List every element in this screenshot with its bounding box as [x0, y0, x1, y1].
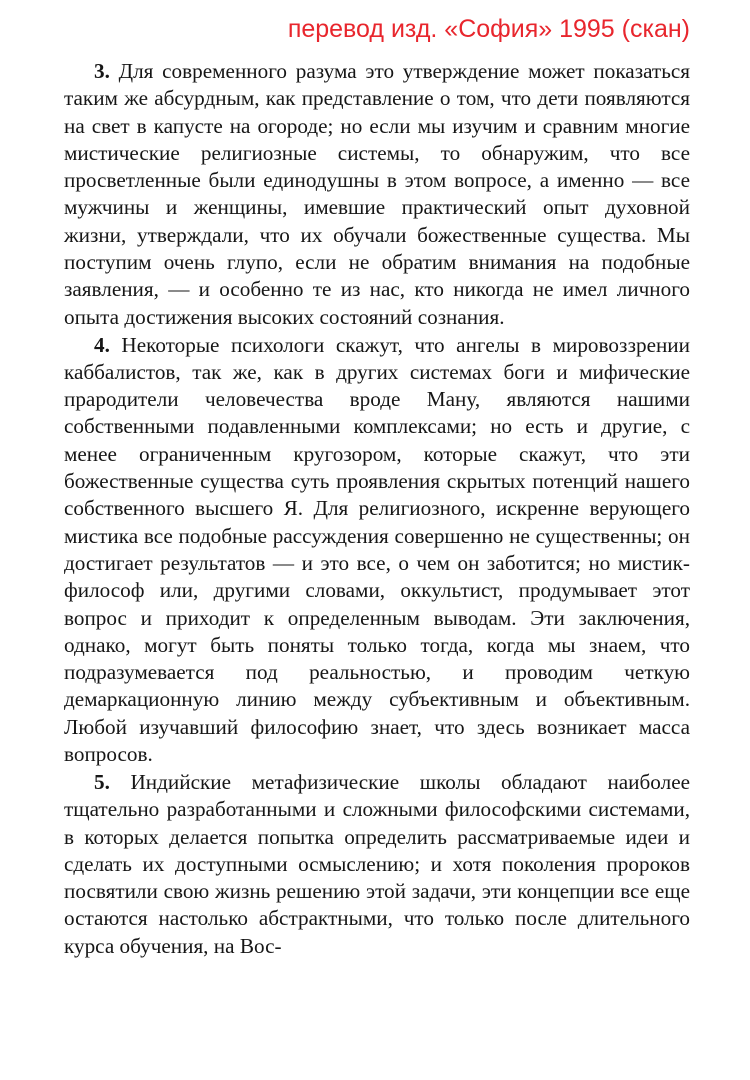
paragraph-text: Индийские метафизические школы обладают наиболее тщательно разработанными и сложными философскими системами, в которых делается попытка определить рассматриваемые идеи и сделать их доступными осмыслению; и хотя поколения пророков посвятили свою жизнь решению этой задачи, эти концепции все еще остаются настолько абстрактными, что только после длительного курса обучения, на Вос- [64, 769, 691, 958]
paragraph-text: Некоторые психологи скажут, что ангелы в мировоззрении каббалистов, так же, как в других системах боги и мифические прародители человечества вроде Ману, являются нашими собственными подавленными комплексами; но есть и другие, с менее ограниченным кругозором, которые скажут, что эти божественные существа суть проявления скрытых потенций нашего собственного высшего Я. Для религиозного, искренне верующего мистика все подобные рассуждения совершенно не существенны; он достигает результатов — и это все, о чем он заботится; но мистик-философ или, другими словами, оккультист, продумывает этот вопрос и приходит к определенным выводам. Эти заключения, однако, могут быть поняты только тогда, когда мы знаем, что подразумевается под реальностью, и проводим четкую демаркационную линию между субъективным и объективным. Любой изучавший философию знает, что здесь возникает масса вопросов. [64, 332, 690, 767]
paragraph-3 [64, 58, 690, 331]
paragraph-number: 3. [94, 59, 110, 83]
paragraph-4 [64, 332, 690, 769]
paragraph-text: Для современного разума это утверждение может показаться таким же абсурдным, как представление о том, что дети появляются на свет в капусте на огороде; но если мы изучим и сравним многие мистические религиозные системы, то обнаружим, что все просветленные были единодушны в этом вопросе, а именно — все мужчины и женщины, имевшие практический опыт духовной жизни, утверждали, что их обучали божественные существа. Мы поступим очень глупо, если не обратим внимания на подобные заявления, — и особенно те из нас, кто никогда не имел личного опыта достижения высоких состояний сознания. [64, 59, 691, 329]
paragraph-number: 4. [94, 332, 110, 357]
translation-source-note: перевод изд. «София» 1995 (скан) [287, 15, 690, 43]
paragraph-5 [64, 769, 690, 960]
body-text [64, 58, 690, 960]
paragraph-number: 5. [94, 769, 110, 794]
